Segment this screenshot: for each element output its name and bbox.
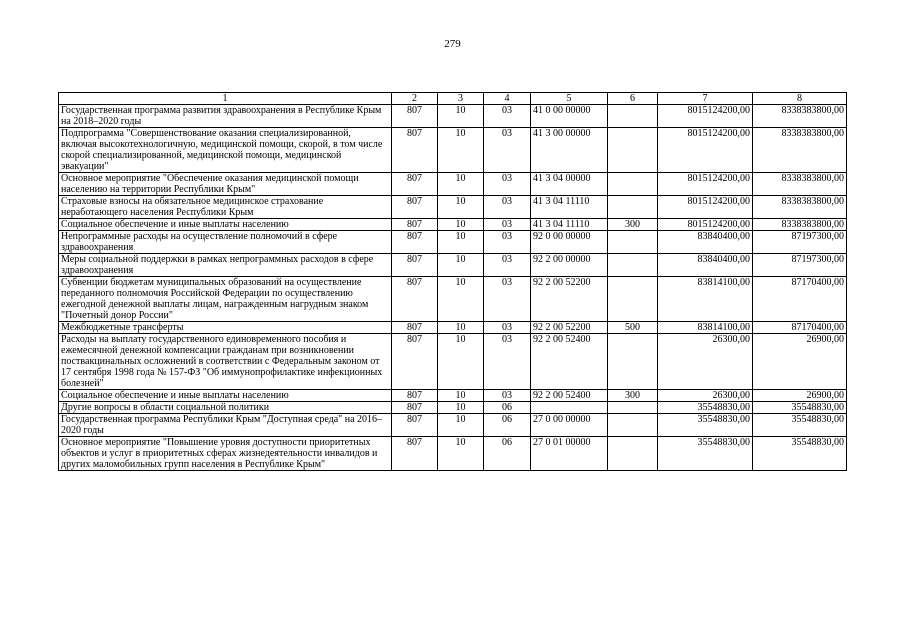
target-code-cell: 27 0 01 00000 (531, 437, 608, 471)
ministry-code-cell: 807 (392, 219, 438, 231)
amount-col7-cell: 83840400,00 (658, 254, 753, 277)
row-name-cell: Другие вопросы в области социальной политики (59, 402, 392, 414)
ministry-code-cell: 807 (392, 402, 438, 414)
section-cell: 10 (438, 105, 484, 128)
amount-col7-cell: 35548830,00 (658, 437, 753, 471)
page-number: 279 (444, 38, 461, 50)
target-code-cell: 92 0 00 00000 (531, 231, 608, 254)
expense-type-cell (608, 196, 658, 219)
amount-col7-cell: 35548830,00 (658, 414, 753, 437)
section-cell: 10 (438, 231, 484, 254)
expense-type-cell (608, 334, 658, 390)
subsection-cell: 03 (484, 173, 531, 196)
table-row (59, 414, 847, 437)
target-code-cell: 27 0 00 00000 (531, 414, 608, 437)
column-header: 8 (753, 93, 847, 105)
table-row (59, 231, 847, 254)
subsection-cell: 03 (484, 322, 531, 334)
ministry-code-cell: 807 (392, 254, 438, 277)
expense-type-cell (608, 437, 658, 471)
expense-type-cell: 500 (608, 322, 658, 334)
target-code-cell: 92 2 00 52400 (531, 334, 608, 390)
amount-col7-cell: 26300,00 (658, 390, 753, 402)
section-cell: 10 (438, 437, 484, 471)
amount-col8-cell: 87170400,00 (753, 277, 847, 322)
section-cell: 10 (438, 254, 484, 277)
expense-type-cell (608, 402, 658, 414)
ministry-code-cell: 807 (392, 173, 438, 196)
amount-col8-cell: 26900,00 (753, 334, 847, 390)
expense-type-cell (608, 128, 658, 173)
expense-type-cell (608, 254, 658, 277)
row-name-cell: Расходы на выплату государственного единовременного пособия и ежемесячной денежной компенсации гражданам при возникновении поствакцинальных осложнений в соответствии с Федеральным законом от 17 сентября 1998 года № 157-ФЗ "Об иммунопрофилактике инфекционных болезней" (59, 334, 392, 390)
expense-type-cell (608, 277, 658, 322)
budget-table (58, 92, 847, 471)
row-name-cell: Государственная программа развития здравоохранения в Республике Крым на 2018–2020 годы (59, 105, 392, 128)
section-cell: 10 (438, 196, 484, 219)
row-name-cell: Страховые взносы на обязательное медицинское страхование неработающего населения Республики Крым (59, 196, 392, 219)
subsection-cell: 03 (484, 231, 531, 254)
amount-col8-cell: 35548830,00 (753, 414, 847, 437)
row-name-cell: Подпрограмма "Совершенствование оказания специализированной, включая высокотехнологичную, медицинской помощи, скорой, в том числе скорой специализированной, медицинской помощи, медицинской эвакуации" (59, 128, 392, 173)
expense-type-cell (608, 414, 658, 437)
section-cell: 10 (438, 322, 484, 334)
amount-col7-cell: 8015124200,00 (658, 196, 753, 219)
target-code-cell: 41 3 04 11110 (531, 219, 608, 231)
amount-col8-cell: 87197300,00 (753, 254, 847, 277)
amount-col8-cell: 35548830,00 (753, 437, 847, 471)
subsection-cell: 03 (484, 128, 531, 173)
target-code-cell: 41 3 04 00000 (531, 173, 608, 196)
ministry-code-cell: 807 (392, 231, 438, 254)
row-name-cell: Основное мероприятие "Повышение уровня доступности приоритетных объектов и услуг в приоритетных сферах жизнедеятельности инвалидов и других маломобильных групп населения в Республике Крым" (59, 437, 392, 471)
section-cell: 10 (438, 402, 484, 414)
subsection-cell: 06 (484, 414, 531, 437)
subsection-cell: 03 (484, 254, 531, 277)
table-row (59, 219, 847, 231)
section-cell: 10 (438, 173, 484, 196)
amount-col8-cell: 8338383800,00 (753, 196, 847, 219)
target-code-cell: 41 3 04 11110 (531, 196, 608, 219)
expense-type-cell (608, 231, 658, 254)
row-name-cell: Субвенции бюджетам муниципальных образований на осуществление переданного полномочия Российской Федерации по осуществлению ежегодной денежной выплаты лицам, награжденным нагрудным знаком "Почетный донор России" (59, 277, 392, 322)
column-header: 3 (438, 93, 484, 105)
amount-col7-cell: 83840400,00 (658, 231, 753, 254)
table-row (59, 402, 847, 414)
amount-col7-cell: 26300,00 (658, 334, 753, 390)
ministry-code-cell: 807 (392, 277, 438, 322)
header-row (59, 93, 847, 105)
amount-col8-cell: 8338383800,00 (753, 128, 847, 173)
row-name-cell: Государственная программа Республики Крым "Доступная среда" на 2016–2020 годы (59, 414, 392, 437)
column-header: 1 (59, 93, 392, 105)
row-name-cell: Меры социальной поддержки в рамках непрограммных расходов в сфере здравоохранения (59, 254, 392, 277)
subsection-cell: 03 (484, 334, 531, 390)
ministry-code-cell: 807 (392, 322, 438, 334)
column-header: 2 (392, 93, 438, 105)
ministry-code-cell: 807 (392, 128, 438, 173)
section-cell: 10 (438, 390, 484, 402)
section-cell: 10 (438, 219, 484, 231)
section-cell: 10 (438, 334, 484, 390)
target-code-cell: 92 2 00 52200 (531, 277, 608, 322)
amount-col7-cell: 8015124200,00 (658, 173, 753, 196)
table-row (59, 322, 847, 334)
subsection-cell: 06 (484, 437, 531, 471)
expense-type-cell: 300 (608, 219, 658, 231)
subsection-cell: 06 (484, 402, 531, 414)
column-header: 6 (608, 93, 658, 105)
target-code-cell: 41 0 00 00000 (531, 105, 608, 128)
table-row (59, 437, 847, 471)
amount-col7-cell: 8015124200,00 (658, 219, 753, 231)
amount-col7-cell: 35548830,00 (658, 402, 753, 414)
amount-col7-cell: 83814100,00 (658, 277, 753, 322)
ministry-code-cell: 807 (392, 196, 438, 219)
subsection-cell: 03 (484, 196, 531, 219)
amount-col8-cell: 35548830,00 (753, 402, 847, 414)
row-name-cell: Социальное обеспечение и иные выплаты населению (59, 219, 392, 231)
subsection-cell: 03 (484, 390, 531, 402)
amount-col8-cell: 8338383800,00 (753, 105, 847, 128)
amount-col7-cell: 83814100,00 (658, 322, 753, 334)
expense-type-cell (608, 173, 658, 196)
column-header: 5 (531, 93, 608, 105)
ministry-code-cell: 807 (392, 390, 438, 402)
table-row (59, 334, 847, 390)
amount-col8-cell: 8338383800,00 (753, 219, 847, 231)
table-row (59, 128, 847, 173)
expense-type-cell: 300 (608, 390, 658, 402)
subsection-cell: 03 (484, 105, 531, 128)
row-name-cell: Основное мероприятие "Обеспечение оказания медицинской помощи населению на территории Республики Крым" (59, 173, 392, 196)
expense-type-cell (608, 105, 658, 128)
row-name-cell: Социальное обеспечение и иные выплаты населению (59, 390, 392, 402)
ministry-code-cell: 807 (392, 105, 438, 128)
column-header: 7 (658, 93, 753, 105)
target-code-cell: 41 3 00 00000 (531, 128, 608, 173)
table-row (59, 254, 847, 277)
amount-col8-cell: 8338383800,00 (753, 173, 847, 196)
ministry-code-cell: 807 (392, 334, 438, 390)
section-cell: 10 (438, 128, 484, 173)
amount-col8-cell: 87170400,00 (753, 322, 847, 334)
table-row (59, 105, 847, 128)
table-row (59, 173, 847, 196)
amount-col8-cell: 87197300,00 (753, 231, 847, 254)
table-row (59, 196, 847, 219)
section-cell: 10 (438, 277, 484, 322)
table-row (59, 277, 847, 322)
subsection-cell: 03 (484, 219, 531, 231)
target-code-cell (531, 402, 608, 414)
subsection-cell: 03 (484, 277, 531, 322)
ministry-code-cell: 807 (392, 437, 438, 471)
row-name-cell: Непрограммные расходы на осуществление полномочий в сфере здравоохранения (59, 231, 392, 254)
row-name-cell: Межбюджетные трансферты (59, 322, 392, 334)
amount-col8-cell: 26900,00 (753, 390, 847, 402)
target-code-cell: 92 2 00 52400 (531, 390, 608, 402)
column-header: 4 (484, 93, 531, 105)
target-code-cell: 92 2 00 52200 (531, 322, 608, 334)
ministry-code-cell: 807 (392, 414, 438, 437)
section-cell: 10 (438, 414, 484, 437)
amount-col7-cell: 8015124200,00 (658, 105, 753, 128)
target-code-cell: 92 2 00 00000 (531, 254, 608, 277)
table-row (59, 390, 847, 402)
amount-col7-cell: 8015124200,00 (658, 128, 753, 173)
